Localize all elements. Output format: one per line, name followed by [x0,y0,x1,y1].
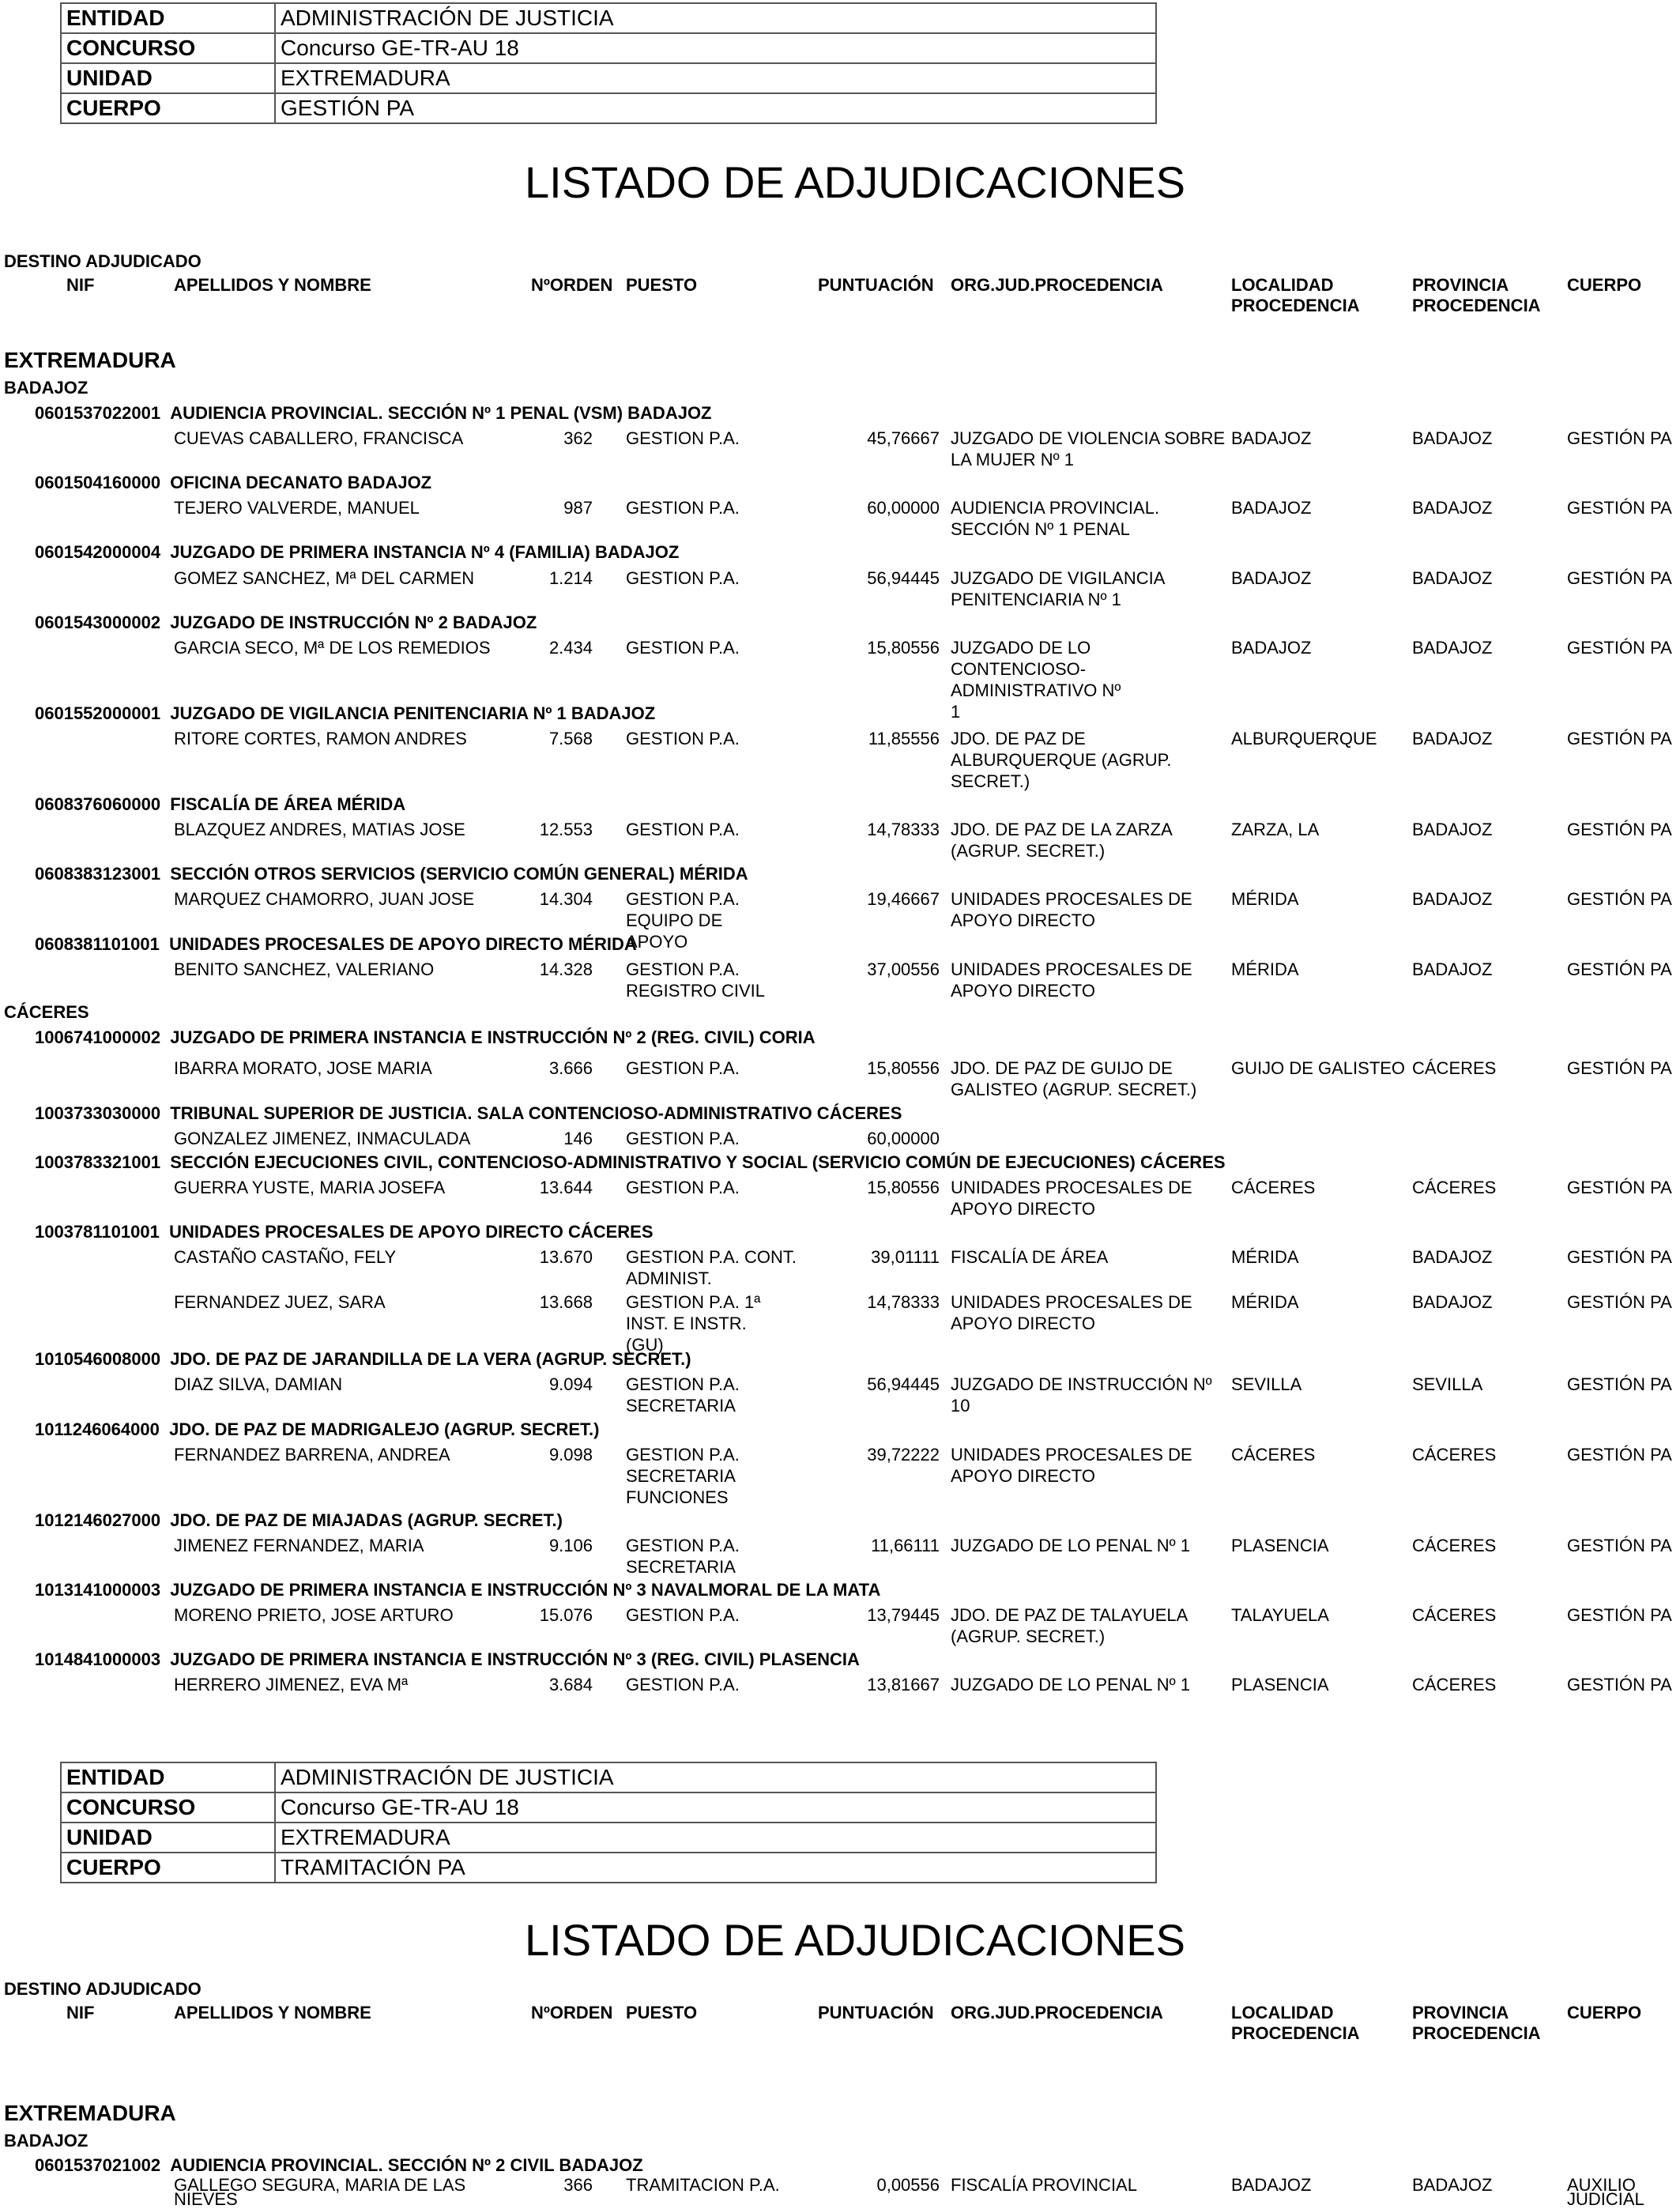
header-key: ENTIDAD [61,1762,275,1792]
cell-cuerpo: GESTIÓN PA [1567,820,1672,839]
destino-code: 0608381101001 [35,934,160,954]
cell-localidad: MÉRIDA [1231,959,1299,979]
region-heading: EXTREMADURA [4,2101,176,2125]
cell-puesto: GESTION P.A. [626,820,740,839]
col-localidad-line1: LOCALIDAD [1231,2003,1334,2022]
cell-provincia: BADAJOZ [1412,1292,1493,1312]
col-provincia-line2: PROCEDENCIA [1412,2023,1541,2043]
cell-org: JDO. DE PAZ DE GUIJO DE GALISTEO (AGRUP. SECRET.) [951,1058,1197,1099]
header-key: UNIDAD [61,63,275,93]
cell-cuerpo: GESTIÓN PA [1567,1374,1672,1394]
cell-orden: 1.214 [548,568,593,588]
cell-puntuacion: 37,00556 [867,959,940,979]
col-localidad-line2: PROCEDENCIA [1231,2023,1360,2043]
destino-code: 0601542000004 [35,542,161,562]
destino-code: 0608376060000 [35,794,161,814]
cell-cuerpo: GESTIÓN PA [1567,1178,1672,1197]
cell-provincia: CÁCERES [1412,1605,1497,1625]
cell-org: UNIDADES PROCESALES DE APOYO DIRECTO [951,1445,1192,1486]
cell-localidad: GUIJO DE GALISTEO [1231,1058,1406,1078]
cell-provincia: BADAJOZ [1412,638,1493,658]
cell-localidad: ZARZA, LA [1231,820,1320,839]
cell-org: JDO. DE PAZ DE TALAYUELA (AGRUP. SECRET.) [951,1605,1188,1646]
cell-orden: 146 [563,1129,593,1148]
cell-orden: 15.076 [539,1605,593,1625]
page-title: LISTADO DE ADJUDICACIONES [525,1915,1186,1965]
destino-row [35,864,748,884]
destino-name: JUZGADO DE INSTRUCCIÓN Nº 2 BADAJOZ [170,613,537,632]
cell-orden: 9.094 [548,1374,593,1394]
col-nif: NIF [66,275,95,295]
cell-cuerpo: GESTIÓN PA [1567,1605,1672,1625]
header-value: ADMINISTRACIÓN DE JUSTICIA [275,3,1156,33]
col-localidad [1231,2003,1360,2044]
destino-row [35,1419,599,1440]
cell-cuerpo: GESTIÓN PA [1567,428,1672,448]
cell-provincia: BADAJOZ [1412,729,1493,748]
destino-name: UNIDADES PROCESALES DE APOYO DIRECTO MÉRIDA [169,934,637,954]
cell-orden: 9.106 [548,1536,593,1555]
page-title: LISTADO DE ADJUDICACIONES [525,157,1186,207]
cell-puesto: GESTION P.A. [626,568,740,588]
col-puntuacion: PUNTUACIÓN [818,275,934,295]
cell-cuerpo: GESTIÓN PA [1567,638,1672,658]
destino-name: JDO. DE PAZ DE MIAJADAS (AGRUP. SECRET.) [170,1510,563,1530]
cell-localidad: BADAJOZ [1231,2175,1312,2195]
destino-code: 0601537021002 [35,2155,161,2175]
col-localidad-line1: LOCALIDAD [1231,275,1334,295]
province-heading: BADAJOZ [4,378,89,398]
cell-puesto: GESTION P.A. [626,1675,740,1694]
cell-puesto: GESTION P.A. 1ª INST. E INSTR. (GU) [626,1292,761,1355]
cell-puntuacion: 15,80556 [867,1058,940,1078]
cell-puesto: GESTION P.A. SECRETARIA [626,1536,740,1577]
cell-localidad: BADAJOZ [1231,638,1312,658]
cell-nombre: RITORE CORTES, RAMON ANDRES [174,729,467,748]
col-orden: NºORDEN [531,2003,613,2022]
destino-row [35,1580,880,1600]
cell-nombre: MORENO PRIETO, JOSE ARTURO [174,1605,454,1625]
cell-orden: 987 [563,498,593,518]
destino-row [35,473,431,493]
cell-puntuacion: 11,85556 [868,729,940,748]
cell-localidad: CÁCERES [1231,1445,1316,1464]
cell-orden: 13.670 [539,1247,593,1267]
cell-puesto: GESTION P.A. [626,1129,740,1148]
cell-org: UNIDADES PROCESALES DE APOYO DIRECTO [951,959,1192,1001]
destino-code: 1011246064000 [35,1419,160,1439]
cell-localidad: PLASENCIA [1231,1536,1329,1555]
destino-code: 0601504160000 [35,473,161,492]
cell-puntuacion: 14,78333 [867,820,940,839]
destino-code: 1012146027000 [35,1510,161,1530]
destino-code: 1003781101001 [35,1222,160,1242]
cell-provincia: SEVILLA [1412,1374,1483,1394]
col-puesto: PUESTO [626,2003,698,2022]
cell-org: AUDIENCIA PROVINCIAL. SECCIÓN Nº 1 PENAL [951,498,1160,539]
destino-row [35,403,712,424]
header-key: CONCURSO [61,33,275,63]
col-puntuacion: PUNTUACIÓN [818,2003,934,2022]
cell-puesto: GESTION P.A. [626,428,740,448]
destino-code: 1013141000003 [35,1580,161,1600]
cell-nombre: DIAZ SILVA, DAMIAN [174,1374,343,1394]
cell-orden: 3.666 [548,1058,593,1078]
destino-name: JDO. DE PAZ DE JARANDILLA DE LA VERA (AGRUP. SECRET.) [170,1349,691,1369]
header-key: CUERPO [61,93,275,123]
cell-org: JUZGADO DE LO PENAL Nº 1 [951,1675,1191,1694]
header-table [60,2,1157,124]
cell-localidad: PLASENCIA [1231,1675,1329,1694]
cell-localidad: BADAJOZ [1231,568,1312,588]
cell-puntuacion: 39,01111 [871,1247,940,1267]
cell-nombre: MARQUEZ CHAMORRO, JUAN JOSE [174,889,475,909]
cell-provincia: CÁCERES [1412,1675,1497,1694]
cell-cuerpo: GESTIÓN PA [1567,1675,1672,1694]
destino-code: 1003733030000 [35,1103,161,1123]
cell-localidad: MÉRIDA [1231,1247,1299,1267]
cell-cuerpo: GESTIÓN PA [1567,498,1672,518]
cell-org: UNIDADES PROCESALES DE APOYO DIRECTO [951,1292,1192,1333]
cell-puntuacion: 15,80556 [867,1178,940,1197]
cell-orden: 13.668 [539,1292,593,1312]
destino-row [35,1222,654,1242]
destino-row [35,1152,1226,1173]
cell-puesto: GESTION P.A. EQUIPO DE APOYO [626,889,740,952]
col-provincia-line2: PROCEDENCIA [1412,296,1541,315]
cell-provincia: BADAJOZ [1412,959,1493,979]
cell-puesto: GESTION P.A. [626,1605,740,1625]
destino-row [35,542,679,563]
destino-code: 0601552000001 [35,703,161,723]
destino-name: UNIDADES PROCESALES DE APOYO DIRECTO CÁCERES [169,1222,654,1242]
cell-provincia: CÁCERES [1412,1058,1497,1078]
cell-nombre: GARCIA SECO, Mª DE LOS REMEDIOS [174,638,491,658]
cell-nombre: GOMEZ SANCHEZ, Mª DEL CARMEN [174,568,475,588]
cell-localidad: BADAJOZ [1231,428,1312,448]
cell-puntuacion: 56,94445 [867,1374,940,1394]
destino-code: 1010546008000 [35,1349,161,1369]
cell-localidad: CÁCERES [1231,1178,1316,1197]
cell-org: JUZGADO DE VIOLENCIA SOBRE LA MUJER Nº 1 [951,428,1226,469]
cell-nombre: FERNANDEZ JUEZ, SARA [174,1292,386,1312]
destino-code: 0601543000002 [35,613,161,632]
destino-row [35,1103,902,1124]
cell-puntuacion: 45,76667 [867,428,940,448]
destino-row [35,794,405,815]
header-key: CONCURSO [61,1792,275,1823]
col-provincia [1412,275,1541,316]
destino-label: DESTINO ADJUDICADO [4,251,202,271]
cell-puesto: GESTION P.A. [626,1178,740,1197]
cell-nombre: JIMENEZ FERNANDEZ, MARIA [174,1536,424,1555]
cell-puesto: GESTION P.A. CONT. ADMINIST. [626,1247,797,1288]
cell-nombre: BENITO SANCHEZ, VALERIANO [174,959,435,979]
cell-cuerpo: GESTIÓN PA [1567,959,1672,979]
cell-orden: 12.553 [539,820,593,839]
cell-provincia: BADAJOZ [1412,1247,1493,1267]
cell-provincia: BADAJOZ [1412,568,1493,588]
cell-nombre: IBARRA MORATO, JOSE MARIA [174,1058,432,1078]
col-org: ORG.JUD.PROCEDENCIA [951,2003,1163,2022]
cell-puesto: GESTION P.A. [626,729,740,748]
region-heading: EXTREMADURA [4,348,176,372]
cell-provincia: BADAJOZ [1412,820,1493,839]
cell-orden: 362 [563,428,593,448]
col-localidad-line2: PROCEDENCIA [1231,296,1360,315]
cell-provincia: BADAJOZ [1412,889,1493,909]
cell-puntuacion: 13,79445 [867,1605,940,1625]
cell-provincia: CÁCERES [1412,1178,1497,1197]
col-provincia-line1: PROVINCIA [1412,275,1509,295]
header-value: EXTREMADURA [275,63,1156,93]
cell-nombre: GALLEGO SEGURA, MARIA DE LAS NIEVES [174,2175,466,2209]
destino-name: AUDIENCIA PROVINCIAL. SECCIÓN Nº 1 PENAL (VSM) BADAJOZ [170,403,712,423]
cell-puesto: GESTION P.A. SECRETARIA FUNCIONES [626,1445,740,1507]
header-value: TRAMITACIÓN PA [275,1853,1156,1883]
destino-row [35,1349,691,1370]
cell-nombre: FERNANDEZ BARRENA, ANDREA [174,1445,450,1464]
destino-code: 1003783321001 [35,1152,161,1172]
cell-puesto: GESTION P.A. [626,498,740,518]
cell-org: JDO. DE PAZ DE LA ZARZA (AGRUP. SECRET.) [951,820,1172,861]
cell-nombre: CASTAÑO CASTAÑO, FELY [174,1247,397,1267]
destino-row [35,1027,816,1048]
cell-provincia: CÁCERES [1412,1445,1497,1464]
destino-row [35,1510,563,1531]
cell-nombre: GONZALEZ JIMENEZ, INMACULADA [174,1129,471,1148]
cell-puesto: GESTION P.A. [626,638,740,658]
destino-name: SECCIÓN OTROS SERVICIOS (SERVICIO COMÚN GENERAL) MÉRIDA [170,864,748,884]
cell-localidad: TALAYUELA [1231,1605,1329,1625]
col-orden: NºORDEN [531,275,613,295]
destino-name: FISCALÍA DE ÁREA MÉRIDA [170,794,406,814]
col-puesto: PUESTO [626,275,698,295]
cell-orden: 7.568 [548,729,593,748]
cell-orden: 14.304 [539,889,593,909]
cell-puntuacion: 0,00556 [876,2175,940,2195]
cell-puntuacion: 15,80556 [867,638,940,658]
destino-name: OFICINA DECANATO BADAJOZ [170,473,432,492]
destino-name: JUZGADO DE PRIMERA INSTANCIA E INSTRUCCIÓN Nº 2 (REG. CIVIL) CORIA [170,1027,816,1047]
destino-row [35,2155,643,2176]
cell-cuerpo: GESTIÓN PA [1567,1445,1672,1464]
destino-code: 0608383123001 [35,864,161,884]
header-value: ADMINISTRACIÓN DE JUSTICIA [275,1762,1156,1792]
cell-puntuacion: 13,81667 [867,1675,940,1694]
destino-name: JUZGADO DE PRIMERA INSTANCIA Nº 4 (FAMILIA) BADAJOZ [170,542,680,562]
cell-puesto: GESTION P.A. SECRETARIA [626,1374,740,1415]
cell-localidad: SEVILLA [1231,1374,1302,1394]
destino-name: SECCIÓN EJECUCIONES CIVIL, CONTENCIOSO-ADMINISTRATIVO Y SOCIAL (SERVICIO COMÚN DE EJECUCIONES) CÁCERES [170,1152,1226,1172]
col-nombre: APELLIDOS Y NOMBRE [174,275,371,295]
cell-puntuacion: 14,78333 [867,1292,940,1312]
destino-row [35,613,537,633]
cell-cuerpo: GESTIÓN PA [1567,568,1672,588]
destino-code: 0601537022001 [35,403,161,423]
cell-nombre: GUERRA YUSTE, MARIA JOSEFA [174,1178,446,1197]
destino-row [35,934,637,955]
destino-label: DESTINO ADJUDICADO [4,1979,202,1999]
destino-name: JDO. DE PAZ DE MADRIGALEJO (AGRUP. SECRET.) [169,1419,600,1439]
cell-puntuacion: 60,00000 [867,498,940,518]
header-key: ENTIDAD [61,3,275,33]
col-localidad [1231,275,1360,316]
col-nif: NIF [66,2003,95,2022]
cell-org: FISCALÍA DE ÁREA [951,1247,1109,1267]
cell-nombre: BLAZQUEZ ANDRES, MATIAS JOSE [174,820,465,839]
cell-orden: 2.434 [548,638,593,658]
cell-cuerpo: AUXILIO JUDICIAL [1567,2175,1644,2209]
province-heading: BADAJOZ [4,2131,89,2151]
col-provincia [1412,2003,1541,2044]
cell-provincia: BADAJOZ [1412,2175,1493,2195]
destino-row [35,703,655,724]
cell-org: JDO. DE PAZ DE ALBURQUERQUE (AGRUP. SECRET.) [951,729,1172,791]
header-table [60,1762,1157,1883]
cell-localidad: MÉRIDA [1231,889,1299,909]
cell-orden: 9.098 [548,1445,593,1464]
destino-name: TRIBUNAL SUPERIOR DE JUSTICIA. SALA CONTENCIOSO-ADMINISTRATIVO CÁCERES [170,1103,902,1123]
cell-cuerpo: GESTIÓN PA [1567,729,1672,748]
destino-code: 1014841000003 [35,1649,161,1669]
cell-nombre: TEJERO VALVERDE, MANUEL [174,498,420,518]
cell-provincia: BADAJOZ [1412,498,1493,518]
destino-name: JUZGADO DE VIGILANCIA PENITENCIARIA Nº 1 BADAJOZ [170,703,656,723]
cell-orden: 14.328 [539,959,593,979]
col-cuerpo: CUERPO [1567,2003,1642,2022]
cell-puntuacion: 19,46667 [867,889,940,909]
col-org: ORG.JUD.PROCEDENCIA [951,275,1163,295]
destino-name: JUZGADO DE PRIMERA INSTANCIA E INSTRUCCIÓN Nº 3 (REG. CIVIL) PLASENCIA [170,1649,860,1669]
cell-org: UNIDADES PROCESALES DE APOYO DIRECTO [951,889,1192,930]
cell-puesto: GESTION P.A. REGISTRO CIVIL [626,959,766,1001]
cell-provincia: BADAJOZ [1412,428,1493,448]
province-heading: CÁCERES [4,1002,89,1022]
cell-org: JUZGADO DE INSTRUCCIÓN Nº 10 [951,1374,1212,1415]
cell-org: JUZGADO DE LO PENAL Nº 1 [951,1536,1191,1555]
cell-orden: 366 [563,2175,593,2195]
cell-puntuacion: 11,66111 [871,1536,940,1555]
header-value: EXTREMADURA [275,1823,1156,1853]
cell-orden: 3.684 [548,1675,593,1694]
cell-nombre: HERRERO JIMENEZ, EVA Mª [174,1675,409,1694]
cell-cuerpo: GESTIÓN PA [1567,1247,1672,1267]
header-value: GESTIÓN PA [275,93,1156,123]
cell-puntuacion: 60,00000 [867,1129,940,1148]
destino-row [35,1649,860,1670]
cell-org: JUZGADO DE VIGILANCIA PENITENCIARIA Nº 1 [951,568,1165,609]
destino-name: AUDIENCIA PROVINCIAL. SECCIÓN Nº 2 CIVIL BADAJOZ [170,2155,643,2175]
header-key: CUERPO [61,1853,275,1883]
cell-org: UNIDADES PROCESALES DE APOYO DIRECTO [951,1178,1192,1219]
cell-org: JUZGADO DE LO CONTENCIOSO-ADMINISTRATIVO Nº 1 [951,638,1121,722]
header-value: Concurso GE-TR-AU 18 [275,1792,1156,1823]
cell-cuerpo: GESTIÓN PA [1567,1536,1672,1555]
cell-orden: 13.644 [539,1178,593,1197]
cell-puesto: TRAMITACION P.A. [626,2175,780,2195]
cell-puntuacion: 56,94445 [867,568,940,588]
destino-name: JUZGADO DE PRIMERA INSTANCIA E INSTRUCCIÓN Nº 3 NAVALMORAL DE LA MATA [170,1580,881,1600]
cell-provincia: CÁCERES [1412,1536,1497,1555]
cell-localidad: BADAJOZ [1231,498,1312,518]
cell-cuerpo: GESTIÓN PA [1567,889,1672,909]
col-provincia-line1: PROVINCIA [1412,2003,1509,2022]
destino-code: 1006741000002 [35,1027,161,1047]
cell-puntuacion: 39,72222 [867,1445,940,1464]
cell-cuerpo: GESTIÓN PA [1567,1058,1672,1078]
cell-localidad: ALBURQUERQUE [1231,729,1377,748]
cell-org: FISCALÍA PROVINCIAL [951,2175,1137,2195]
col-cuerpo: CUERPO [1567,275,1642,295]
cell-puesto: GESTION P.A. [626,1058,740,1078]
header-value: Concurso GE-TR-AU 18 [275,33,1156,63]
col-nombre: APELLIDOS Y NOMBRE [174,2003,371,2022]
cell-localidad: MÉRIDA [1231,1292,1299,1312]
cell-nombre: CUEVAS CABALLERO, FRANCISCA [174,428,464,448]
header-key: UNIDAD [61,1823,275,1853]
cell-cuerpo: GESTIÓN PA [1567,1292,1672,1312]
